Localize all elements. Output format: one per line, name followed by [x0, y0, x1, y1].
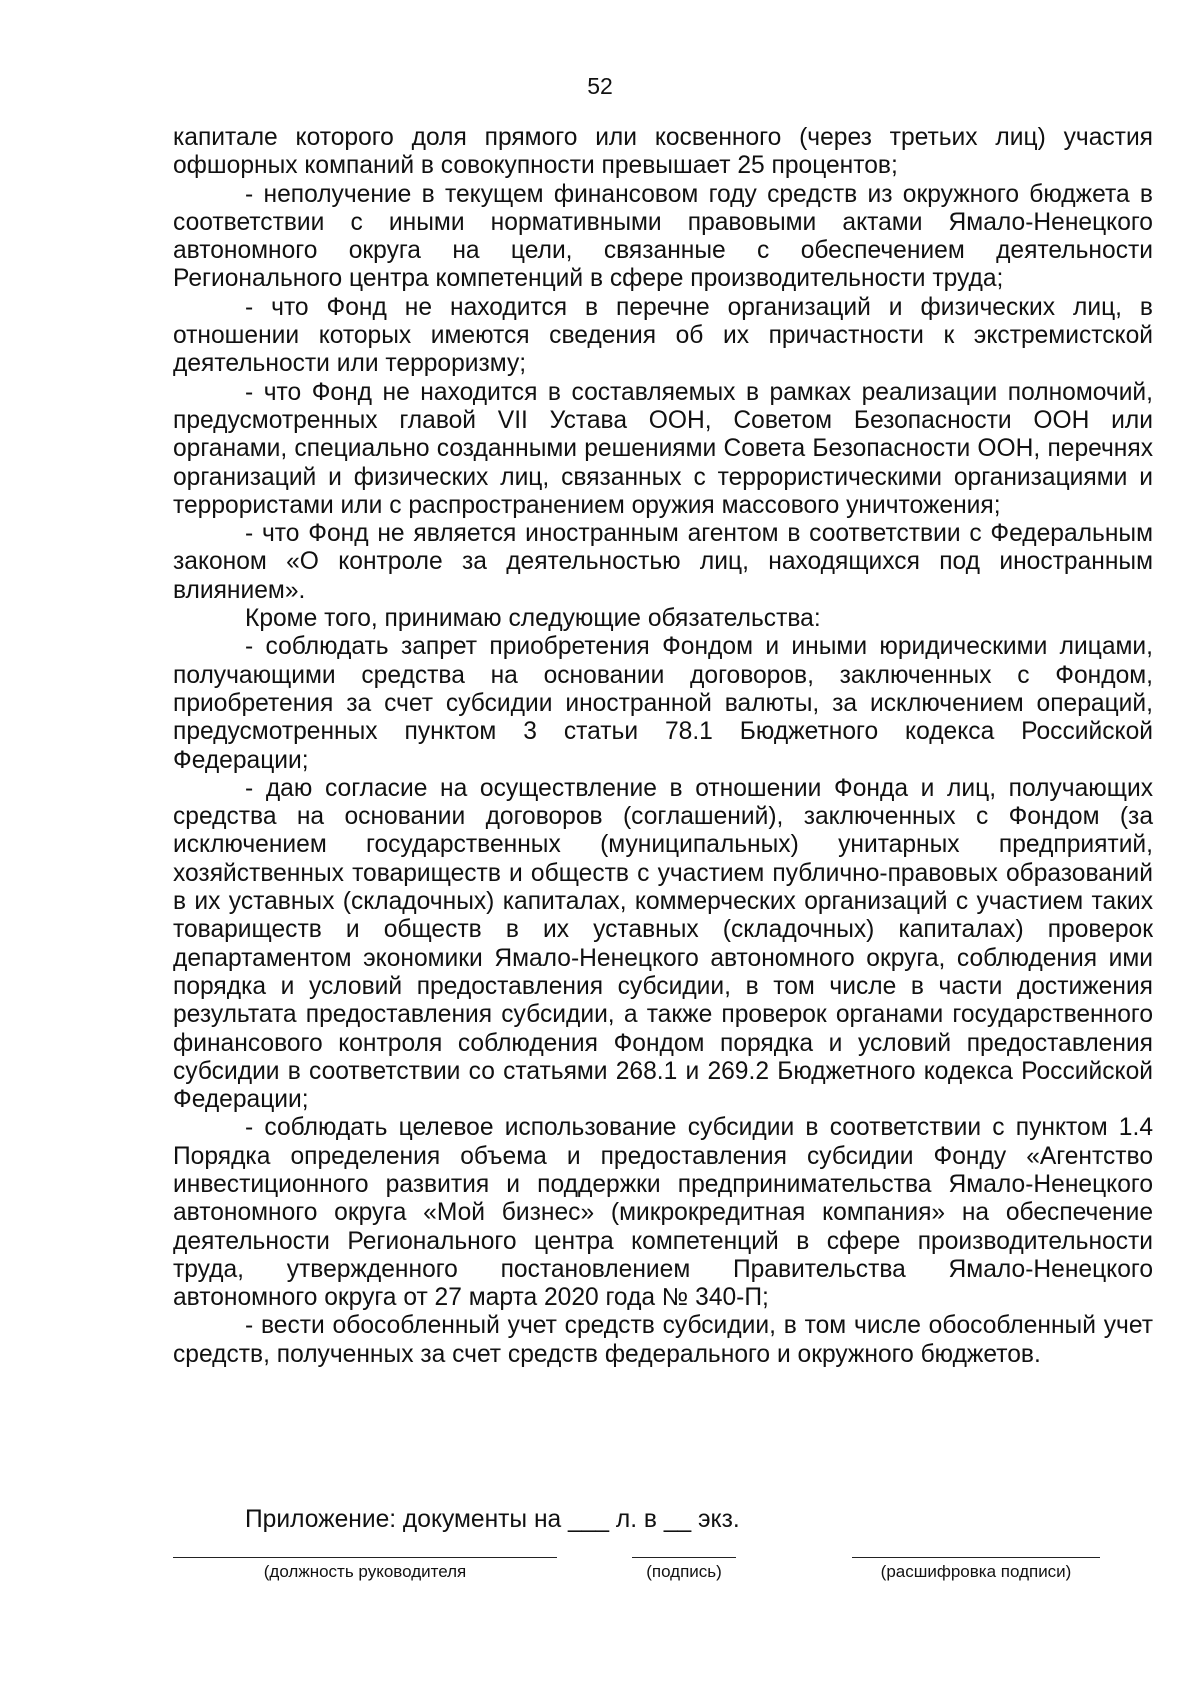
body-paragraph: - что Фонд не находится в перечне организаций и физических лиц, в отношении которых имеются сведения об их причастности к экстремистской деятельности или терроризму; — [173, 293, 1153, 378]
signature-line — [632, 1557, 736, 1558]
body-paragraph: Кроме того, принимаю следующие обязательства: — [245, 605, 821, 633]
body-paragraph: - даю согласие на осуществление в отношении Фонда и лиц, получающих средства на основании договоров (соглашений), заключенных с Фондом (за исключением государственных (муниципальных) унитарных предприятий, хозяйственных товариществ и обществ с участием публично-правовых образований в их уставных (складочных) капиталах, коммерческих организаций с участием таких товариществ и обществ в их уставных (складочных) капиталах) проверок департаментом экономики Ямало-Ненецкого автономного округа, соблюдения ими порядка и условий предоставления субсидии, в том числе в части достижения результата предоставления субсидии, а также проверок органами государственного финансового контроля соблюдения Фондом порядка и условий предоставления субсидии в соответствии со статьями 268.1 и 269.2 Бюджетного кодекса Российской Федерации; — [173, 774, 1153, 1114]
body-paragraph: - что Фонд не является иностранным агентом в соответствии с Федеральным законом «О контроле за деятельностью лиц, находящихся под иностранным влиянием». — [173, 520, 1153, 604]
body-paragraph: капитале которого доля прямого или косвенного (через третьих лиц) участия офшорных компаний в совокупности превышает 25 процентов; — [173, 124, 1153, 180]
position-caption: (должность руководителя — [263, 1562, 467, 1581]
position-signature-line — [173, 1557, 557, 1558]
body-paragraph: - что Фонд не находится в составляемых в рамках реализации полномочий, предусмотренных главой VII Устава ООН, Советом Безопасности ООН или органами, специально созданными решениями Совета Безопасности ООН, перечнях организаций и физических лиц, связанных с террористическими организациями и террористами или с распространением оружия массового уничтожения; — [173, 378, 1153, 519]
body-paragraph: - соблюдать запрет приобретения Фондом и иными юридическими лицами, получающими средства на основании договоров, заключенных с Фондом, приобретения за счет субсидии иностранной валюты, за исключением операций, предусмотренных пунктом 3 статьи 78.1 Бюджетного кодекса Российской Федерации; — [173, 633, 1153, 774]
page-number: 52 — [587, 73, 613, 99]
body-paragraph: - соблюдать целевое использование субсидии в соответствии с пунктом 1.4 Порядка определения объема и предоставления субсидии Фонду «Агентство инвестиционного развития и поддержки предпринимательства Ямало-Ненецкого автономного округа «Мой бизнес» (микрокредитная компания» на обеспечение деятельности Регионального центра компетенций в сфере производительности труда, утвержденного постановлением Правительства Ямало-Ненецкого автономного округа от 27 марта 2020 года № 340-П; — [173, 1114, 1153, 1312]
attachment-line: Приложение: документы на ___ л. в __ экз. — [245, 1506, 740, 1533]
decryption-signature-line — [852, 1557, 1100, 1558]
body-paragraph: - неполучение в текущем финансовом году средств из окружного бюджета в соответствии с иными нормативными правовыми актами Ямало-Ненецкого автономного округа на цели, связанные с обеспечением деятельности Регионального центра компетенций в сфере производительности труда; — [173, 180, 1153, 293]
document-body — [173, 124, 1153, 1369]
body-paragraph: - вести обособленный учет средств субсидии, в том числе обособленный учет средств, полученных за счет средств федерального и окружного бюджетов. — [173, 1312, 1153, 1368]
decryption-caption: (расшифровка подписи) — [880, 1562, 1072, 1581]
signature-caption: (подпись) — [646, 1562, 722, 1581]
